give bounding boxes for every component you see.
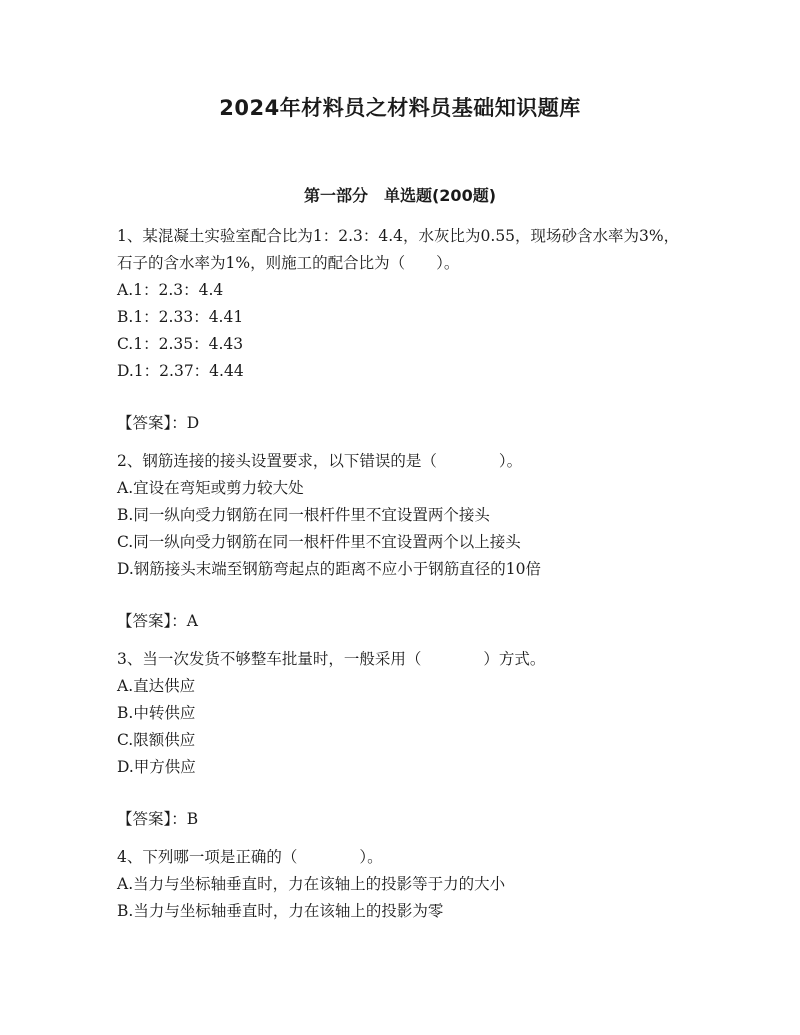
question-1 bbox=[117, 223, 687, 437]
option-a: A.1：2.3：4.4 bbox=[117, 281, 224, 299]
option-d: D.甲方供应 bbox=[117, 758, 196, 776]
document-title: 2024年材料员之材料员基础知识题库 bbox=[219, 96, 581, 120]
question-4 bbox=[117, 844, 687, 925]
question-stem: 3、当一次发货不够整车批量时，一般采用（ ）方式。 bbox=[117, 650, 546, 668]
question-stem: 1、某混凝土实验室配合比为1：2.3：4.4，水灰比为0.55，现场砂含水率为3%，石子的含水率为1%，则施工的配合比为（ ）。 bbox=[117, 227, 680, 272]
option-a: A.直达供应 bbox=[117, 677, 196, 695]
question-3 bbox=[117, 646, 687, 833]
option-b: B.同一纵向受力钢筋在同一根杆件里不宜设置两个接头 bbox=[117, 506, 490, 524]
answer-line: 【答案】：A bbox=[117, 612, 198, 630]
section-title: 第一部分 单选题(200题) bbox=[303, 186, 497, 205]
option-b: B.当力与坐标轴垂直时，力在该轴上的投影为零 bbox=[117, 902, 444, 920]
option-d: D.钢筋接头末端至钢筋弯起点的距离不应小于钢筋直径的10倍 bbox=[117, 560, 542, 578]
question-2 bbox=[117, 448, 687, 635]
question-list bbox=[117, 223, 687, 925]
option-d: D.1：2.37：4.44 bbox=[117, 362, 244, 380]
option-b: B.1：2.33：4.41 bbox=[117, 308, 244, 326]
option-a: A.当力与坐标轴垂直时，力在该轴上的投影等于力的大小 bbox=[117, 875, 506, 893]
answer-line: 【答案】：D bbox=[117, 414, 200, 432]
question-stem: 2、钢筋连接的接头设置要求，以下错误的是（ ）。 bbox=[117, 452, 523, 470]
option-a: A.宜设在弯矩或剪力较大处 bbox=[117, 479, 304, 497]
option-c: C.限额供应 bbox=[117, 731, 196, 749]
option-c: C.同一纵向受力钢筋在同一根杆件里不宜设置两个以上接头 bbox=[117, 533, 521, 551]
option-c: C.1：2.35：4.43 bbox=[117, 335, 244, 353]
question-stem: 4、下列哪一项是正确的（ ）。 bbox=[117, 848, 383, 866]
option-b: B.中转供应 bbox=[117, 704, 196, 722]
answer-line: 【答案】：B bbox=[117, 810, 199, 828]
